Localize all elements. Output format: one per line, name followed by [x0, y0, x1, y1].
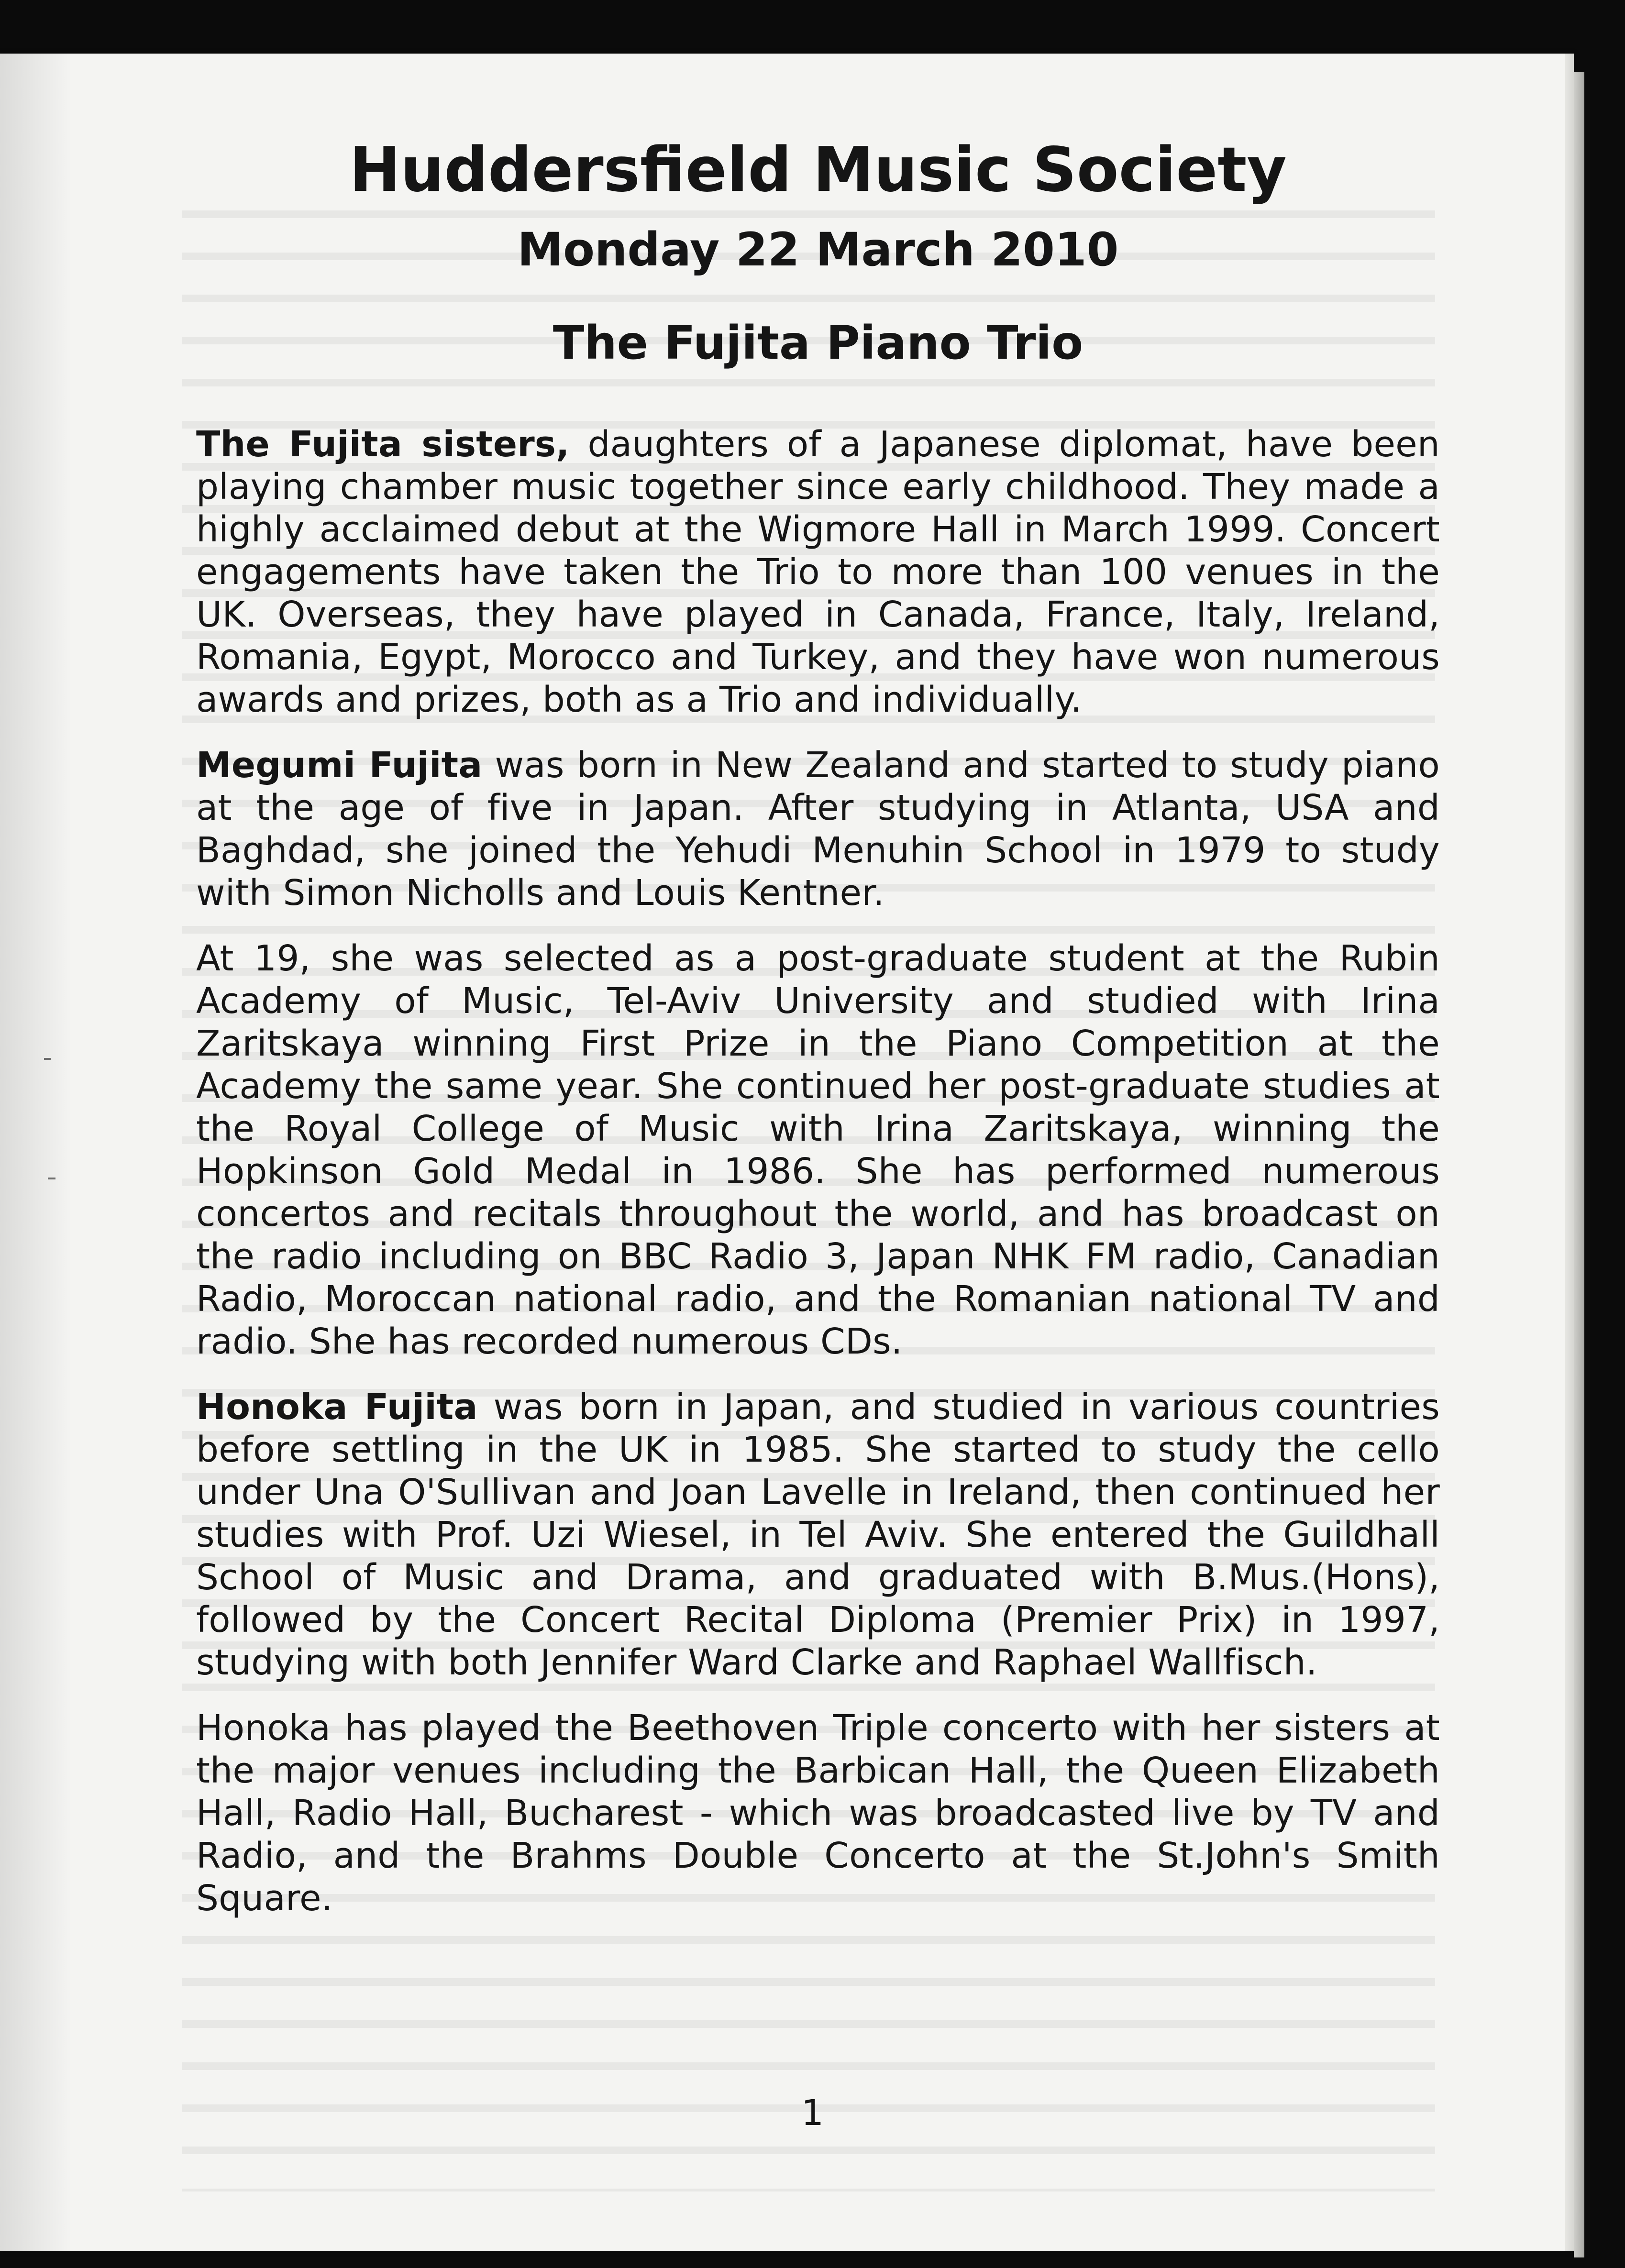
paragraph-lead: Megumi Fujita — [196, 745, 483, 786]
paragraph-honoka-performances — [196, 1707, 1440, 1920]
page-edge — [1565, 54, 1574, 2251]
document-title: Huddersfield Music Society — [349, 134, 1287, 206]
paragraph-text: was born in New Zealand and started to study piano at the age of five in Japan. After studying in Atlanta, USA and Baghdad, she joined the Yehudi Menuhin School in 1979 to study with Simon Nicholls and Louis Kentner. — [196, 745, 1440, 914]
ensemble-name: The Fujita Piano Trio — [553, 316, 1083, 370]
paragraph-text: daughters of a Japanese diplomat, have been playing chamber music together since early childhood. They made a highly acclaimed debut at the Wigmore Hall in March 1999. Concert engagements have taken the Trio to more than 100 venues in the UK. Overseas, they have played in Canada, France, Italy, Ireland, Romania, Egypt, Morocco and Turkey, and they have won numerous awards and prizes, both as a Trio and individually. — [196, 424, 1440, 721]
paragraph-text: was born in Japan, and studied in various countries before settling in the UK in 1985. She started to study the cello under Una O'Sullivan and Joan Lavelle in Ireland, then continued her studies with Prof. Uzi Wiesel, in Tel Aviv. She entered the Guildhall School of Music and Drama, and graduated with B.Mus.(Hons), followed by the Concert Recital Diploma (Premier Prix) in 1997, studying with both Jennifer Ward Clarke and Raphael Wallfisch. — [196, 1387, 1440, 1684]
paragraph-fujita-sisters — [196, 423, 1440, 721]
event-date: Monday 22 March 2010 — [517, 223, 1119, 277]
page-stack-edge — [1574, 72, 1584, 2257]
page-fold-shadow — [0, 54, 72, 2251]
document-content — [196, 134, 1440, 1943]
page-number: 1 — [801, 2092, 824, 2134]
paragraph-text: Honoka has played the Beethoven Triple concerto with her sisters at the major venues including the Barbican Hall, the Queen Elizabeth Hall, Radio Hall, Bucharest - which was broadcasted live by TV and Radio, and the Brahms Double Concerto at the St.John's Smith Square. — [196, 1707, 1440, 1919]
paragraph-text: At 19, she was selected as a post-graduate student at the Rubin Academy of Music, Tel-Aviv University and studied with Irina Zaritskaya winning First Prize in the Piano Competition at the Academy the same year. She continued her post-graduate studies at the Royal College of Music with Irina Zaritskaya, winning the Hopkinson Gold Medal in 1986. She has performed numerous concertos and recitals throughout the world, and has broadcast on the radio including on BBC Radio 3, Japan NHK FM radio, Canadian Radio, Moroccan national radio, and the Romanian national TV and radio. She has recorded numerous CDs. — [196, 938, 1440, 1363]
margin-marks — [44, 1058, 58, 1201]
paragraph-lead: Honoka Fujita — [196, 1387, 478, 1428]
paragraph-honoka-fujita — [196, 1386, 1440, 1684]
paragraph-megumi-fujita — [196, 744, 1440, 914]
document-body — [196, 423, 1440, 1920]
paragraph-megumi-studies — [196, 937, 1440, 1363]
paragraph-lead: The Fujita sisters, — [196, 424, 570, 465]
